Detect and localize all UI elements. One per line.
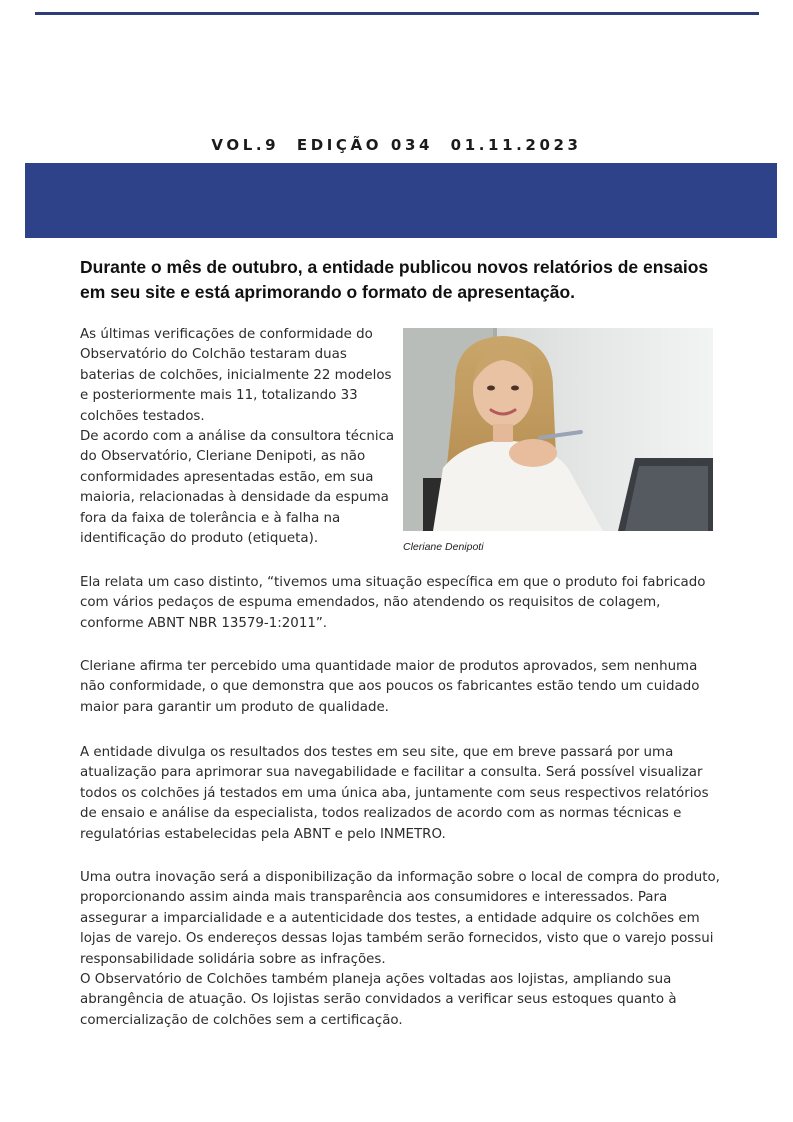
portrait-photo	[403, 328, 713, 531]
body-paragraph: Cleriane afirma ter percebido uma quantidade maior de produtos aprovados, sem nenhuma não conformidade, o que demonstra que aos poucos os fabricantes estão tendo um cuidado maior para garantir um produto de qualidade.	[80, 659, 700, 715]
portrait-illustration	[403, 328, 713, 531]
body-paragraph-group	[80, 868, 720, 1031]
photo-caption: Cleriane Denipoti	[403, 541, 484, 553]
body-paragraph: Uma outra inovação será a disponibilização da informação sobre o local de compra do produto, proporcionando assim ainda mais transparência aos consumidores e interessados. Para assegurar a imparcialidade e a autenticidade dos testes, a entidade adquire os colchões em lojas de varejo. Os endereços dessas lojas também serão fornecidos, visto que o varejo possui responsabilidade solidária sobre as infrações.	[80, 870, 720, 967]
top-rule	[35, 12, 759, 15]
intro-text	[80, 325, 400, 549]
body-paragraph: Ela relata um caso distinto, “tivemos uma situação específica em que o produto foi fabricado com vários pedaços de espuma emendados, não atendendo os requisitos de colagem, conforme ABNT NBR 13579-1:2011”.	[80, 575, 706, 631]
intro-paragraph: De acordo com a análise da consultora técnica do Observatório, Cleriane Denipoti, as não conformidades apresentadas estão, em sua maioria, relacionadas à densidade da espuma fora da faixa de tolerância e à falha na identificação do produto (etiqueta).	[80, 429, 395, 547]
body-paragraph: O Observatório de Colchões também planeja ações voltadas aos lojistas, ampliando sua abrangência de atuação. Os lojistas serão convidados a verificar seus estoques quanto à comercialização de colchões sem a certificação.	[80, 972, 677, 1028]
edition-line: VOL.9 EDIÇÃO 034 01.11.2023	[211, 136, 582, 154]
body-paragraph: A entidade divulga os resultados dos testes em seu site, que em breve passará por uma atualização para aprimorar sua navegabilidade e facilitar a consulta. Será possível visualizar todos os colchões já testados em uma única aba, juntamente com seus respectivos relatórios de ensaio e análise da especialista, todos realizados de acordo com as normas técnicas e regulatórias estabelecidas pela ABNT e pelo INMETRO.	[80, 745, 709, 842]
article-headline: Durante o mês de outubro, a entidade publicou novos relatórios de ensaios em seu site e está aprimorando o formato de apresentação.	[80, 257, 709, 302]
intro-paragraph: As últimas verificações de conformidade do Observatório do Colchão testaram duas baterias de colchões, inicialmente 22 modelos e posteriormente mais 11, totalizando 33 colchões testados.	[80, 327, 392, 424]
header-banner	[25, 163, 777, 238]
